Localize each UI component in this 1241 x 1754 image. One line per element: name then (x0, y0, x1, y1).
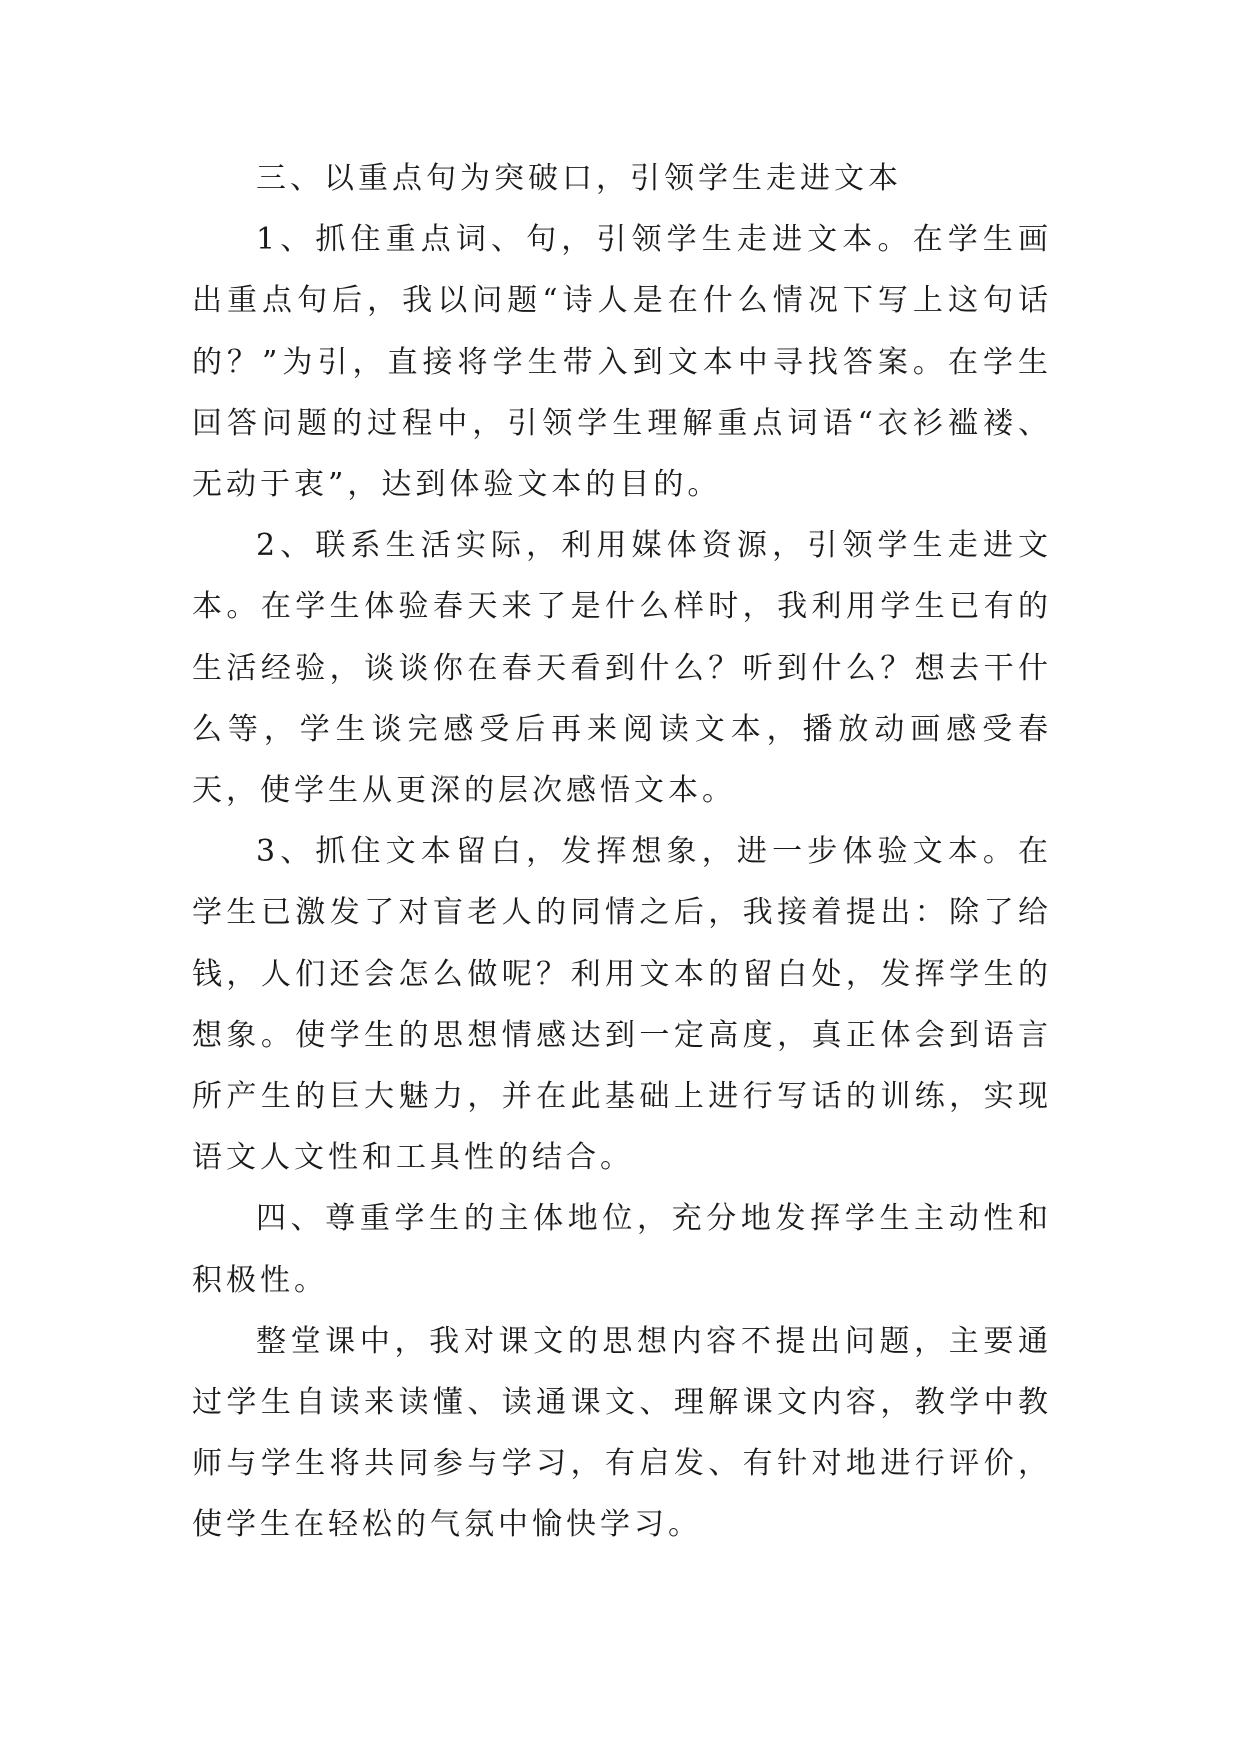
section-heading-4: 四、尊重学生的主体地位，充分地发挥学生主动性和积极性。 (192, 1201, 1052, 1298)
paragraph-summary: 整堂课中，我对课文的思想内容不提出问题，主要通过学生自读来读懂、读通课文、理解课文内容，教学中教师与学生将共同参与学习，有启发、有针对地进行评价，使学生在轻松的气氛中愉快学习。 (192, 1323, 1052, 1543)
paragraph-point-3: 3、抓住文本留白，发挥想象，进一步体验文本。在学生已激发了对盲老人的同情之后，我接着提出：除了给钱，人们还会怎么做呢？利用文本的留白处，发挥学生的想象。使学生的思想情感达到一定高度，真正体会到语言所产生的巨大魅力，并在此基础上进行写话的训练，实现语文人文性和工具性的结合。 (192, 834, 1052, 1176)
paragraph-point-1: 1、抓住重点词、句，引领学生走进文本。在学生画出重点句后，我以问题“诗人是在什么情况下写上这句话的？”为引，直接将学生带入到文本中寻找答案。在学生回答问题的过程中，引领学生理解重点词语“衣衫褴褛、无动于衷”，达到体验文本的目的。 (192, 222, 1052, 503)
section-heading-3: 三、以重点句为突破口，引领学生走进文本 (256, 161, 902, 196)
document-body (192, 148, 1052, 1556)
paragraph-point-2: 2、联系生活实际，利用媒体资源，引领学生走进文本。在学生体验春天来了是什么样时，我利用学生已有的生活经验，谈谈你在春天看到什么？听到什么？想去干什么等，学生谈完感受后再来阅读文本，播放动画感受春天，使学生从更深的层次感悟文本。 (192, 528, 1052, 809)
